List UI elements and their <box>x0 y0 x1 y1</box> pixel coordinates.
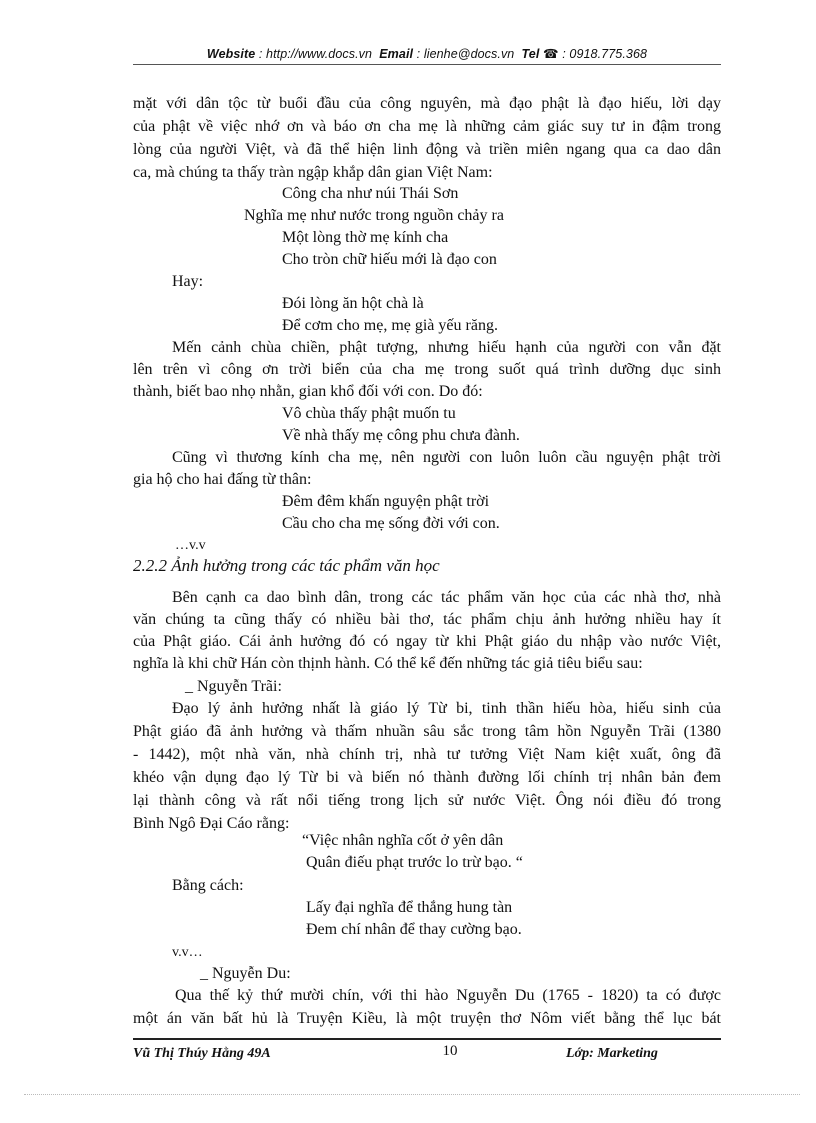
email-value: : lienhe@docs.vn <box>416 47 515 61</box>
phone-icon: ☎ <box>543 47 559 61</box>
quote2-line: Lấy đại nghĩa để thắng hung tàn <box>306 899 513 916</box>
etc-marker: v.v… <box>172 945 203 960</box>
poem2-line: Để cơm cho mẹ, mẹ già yếu răng. <box>282 317 498 334</box>
p5-line: khéo vận dụng đạo lý Từ bi và biến nó thành đường lối chính trị nhân bản đem <box>133 769 721 786</box>
poem3-line: Vô chùa thấy phật muốn tu <box>282 405 456 422</box>
p6-line: Qua thế kỷ thứ mười chín, với thi hào Nguyễn Du (1765 - 1820) ta có được <box>175 987 721 1004</box>
p1-line: ca, mà chúng ta thấy tràn ngập khắp dân gian Việt Nam: <box>133 164 493 181</box>
p6-line: một án văn bất hủ là Truyện Kiều, là một truyện thơ Nôm viết bằng thể lục bát <box>133 1010 721 1027</box>
footer-class: Lớp: Marketing <box>566 1046 658 1061</box>
p5-line: - 1442), một nhà văn, nhà chính trị, nhà tư tưởng Việt Nam kiệt xuất, ông đã <box>133 746 721 763</box>
tel-value: : 0918.775.368 <box>562 47 648 61</box>
etc-marker: …v.v <box>175 538 206 553</box>
website-label: Website <box>206 47 256 61</box>
page-header <box>133 46 721 61</box>
p2-line: Mến cảnh chùa chiền, phật tượng, nhưng hiếu hạnh của người con vẫn đặt <box>172 339 721 356</box>
p5-line: Đạo lý ảnh hưởng nhất là giáo lý Từ bi, tinh thần hiếu hòa, hiếu sinh của <box>172 700 721 717</box>
p2-line: thành, biết bao nhọ nhằn, gian khổ đối với con. Do đó: <box>133 383 483 400</box>
header-divider <box>133 64 721 65</box>
hay-label: Hay: <box>172 273 204 290</box>
page-edge-divider <box>24 1094 800 1095</box>
p5-line: lại thành công và rất nổi tiếng trong lịch sử nước Việt. Ông nói điều đó trong <box>133 792 721 809</box>
tel-label: Tel <box>521 47 540 61</box>
p4-line: của Phật giáo. Cái ảnh hưởng đó có ngay từ khi Phật giáo du nhập vào nước Việt, <box>133 633 721 650</box>
poem4-line: Đêm đêm khấn nguyện phật trời <box>282 493 490 510</box>
quote1-line: Quân điếu phạt trước lo trừ bạo. “ <box>306 854 523 871</box>
bang-cach-label: Bằng cách: <box>172 877 244 894</box>
email-label: Email <box>379 47 414 61</box>
p1-line: mặt với dân tộc từ buổi đầu của công nguyên, mà đạo phật là đạo hiếu, lời dạy <box>133 95 721 112</box>
p1-line: của phật về việc nhớ ơn và báo ơn cha mẹ là những cảm giác suy tư in đậm trong <box>133 118 721 135</box>
quote2-line: Đem chí nhân để thay cường bạo. <box>306 921 522 938</box>
website-value: : http://www.docs.vn <box>258 47 373 61</box>
poem3-line: Về nhà thấy mẹ công phu chưa đành. <box>282 427 520 444</box>
p4-line: Bên cạnh ca dao bình dân, trong các tác phẩm văn học của các nhà thơ, nhà <box>172 589 721 606</box>
p3-line: Cũng vì thương kính cha mẹ, nên người con luôn luôn cầu nguyện phật trời <box>172 449 721 466</box>
poem4-line: Cầu cho cha mẹ sống đời với con. <box>282 515 500 532</box>
p5-line: Bình Ngô Đại Cáo rằng: <box>133 815 290 832</box>
p5-line: Phật giáo đã ảnh hưởng và thấm nhuần sâu sắc trong tâm hồn Nguyễn Trãi (1380 <box>133 723 721 740</box>
poem1-line: Nghĩa mẹ như nước trong nguồn chảy ra <box>244 207 504 224</box>
footer-author: Vũ Thị Thúy Hằng 49A <box>133 1046 271 1061</box>
p2-line: lên trên vì công ơn trời biển của cha mẹ trong suốt quá trình dưỡng dục sinh <box>133 361 721 378</box>
author-nguyen-du: _ Nguyễn Du: <box>200 965 291 982</box>
section-heading: 2.2.2 Ảnh hưởng trong các tác phẩm văn học <box>133 556 440 575</box>
footer-divider <box>133 1038 721 1040</box>
p4-line: văn chúng ta cũng thấy có nhiều bài thơ, tác phẩm chịu ảnh hưởng nhiều hay ít <box>133 611 721 628</box>
poem1-line: Công cha như núi Thái Sơn <box>282 185 459 202</box>
p3-line: gia hộ cho hai đấng từ thân: <box>133 471 312 488</box>
p1-line: lòng của người Việt, và đã thể hiện linh động và triền miên ngang qua ca dao dân <box>133 141 721 158</box>
p4-line: nghĩa là khi chữ Hán còn thịnh hành. Có thể kể đến những tác giả tiêu biểu sau: <box>133 655 643 672</box>
quote1-line: “Việc nhân nghĩa cốt ở yên dân <box>302 832 504 849</box>
poem2-line: Đói lòng ăn hột chà là <box>282 295 424 312</box>
poem1-line: Cho tròn chữ hiếu mới là đạo con <box>282 251 497 268</box>
page-number: 10 <box>442 1043 458 1059</box>
author-nguyen-trai: _ Nguyễn Trãi: <box>185 678 282 695</box>
poem1-line: Một lòng thờ mẹ kính cha <box>282 229 449 246</box>
